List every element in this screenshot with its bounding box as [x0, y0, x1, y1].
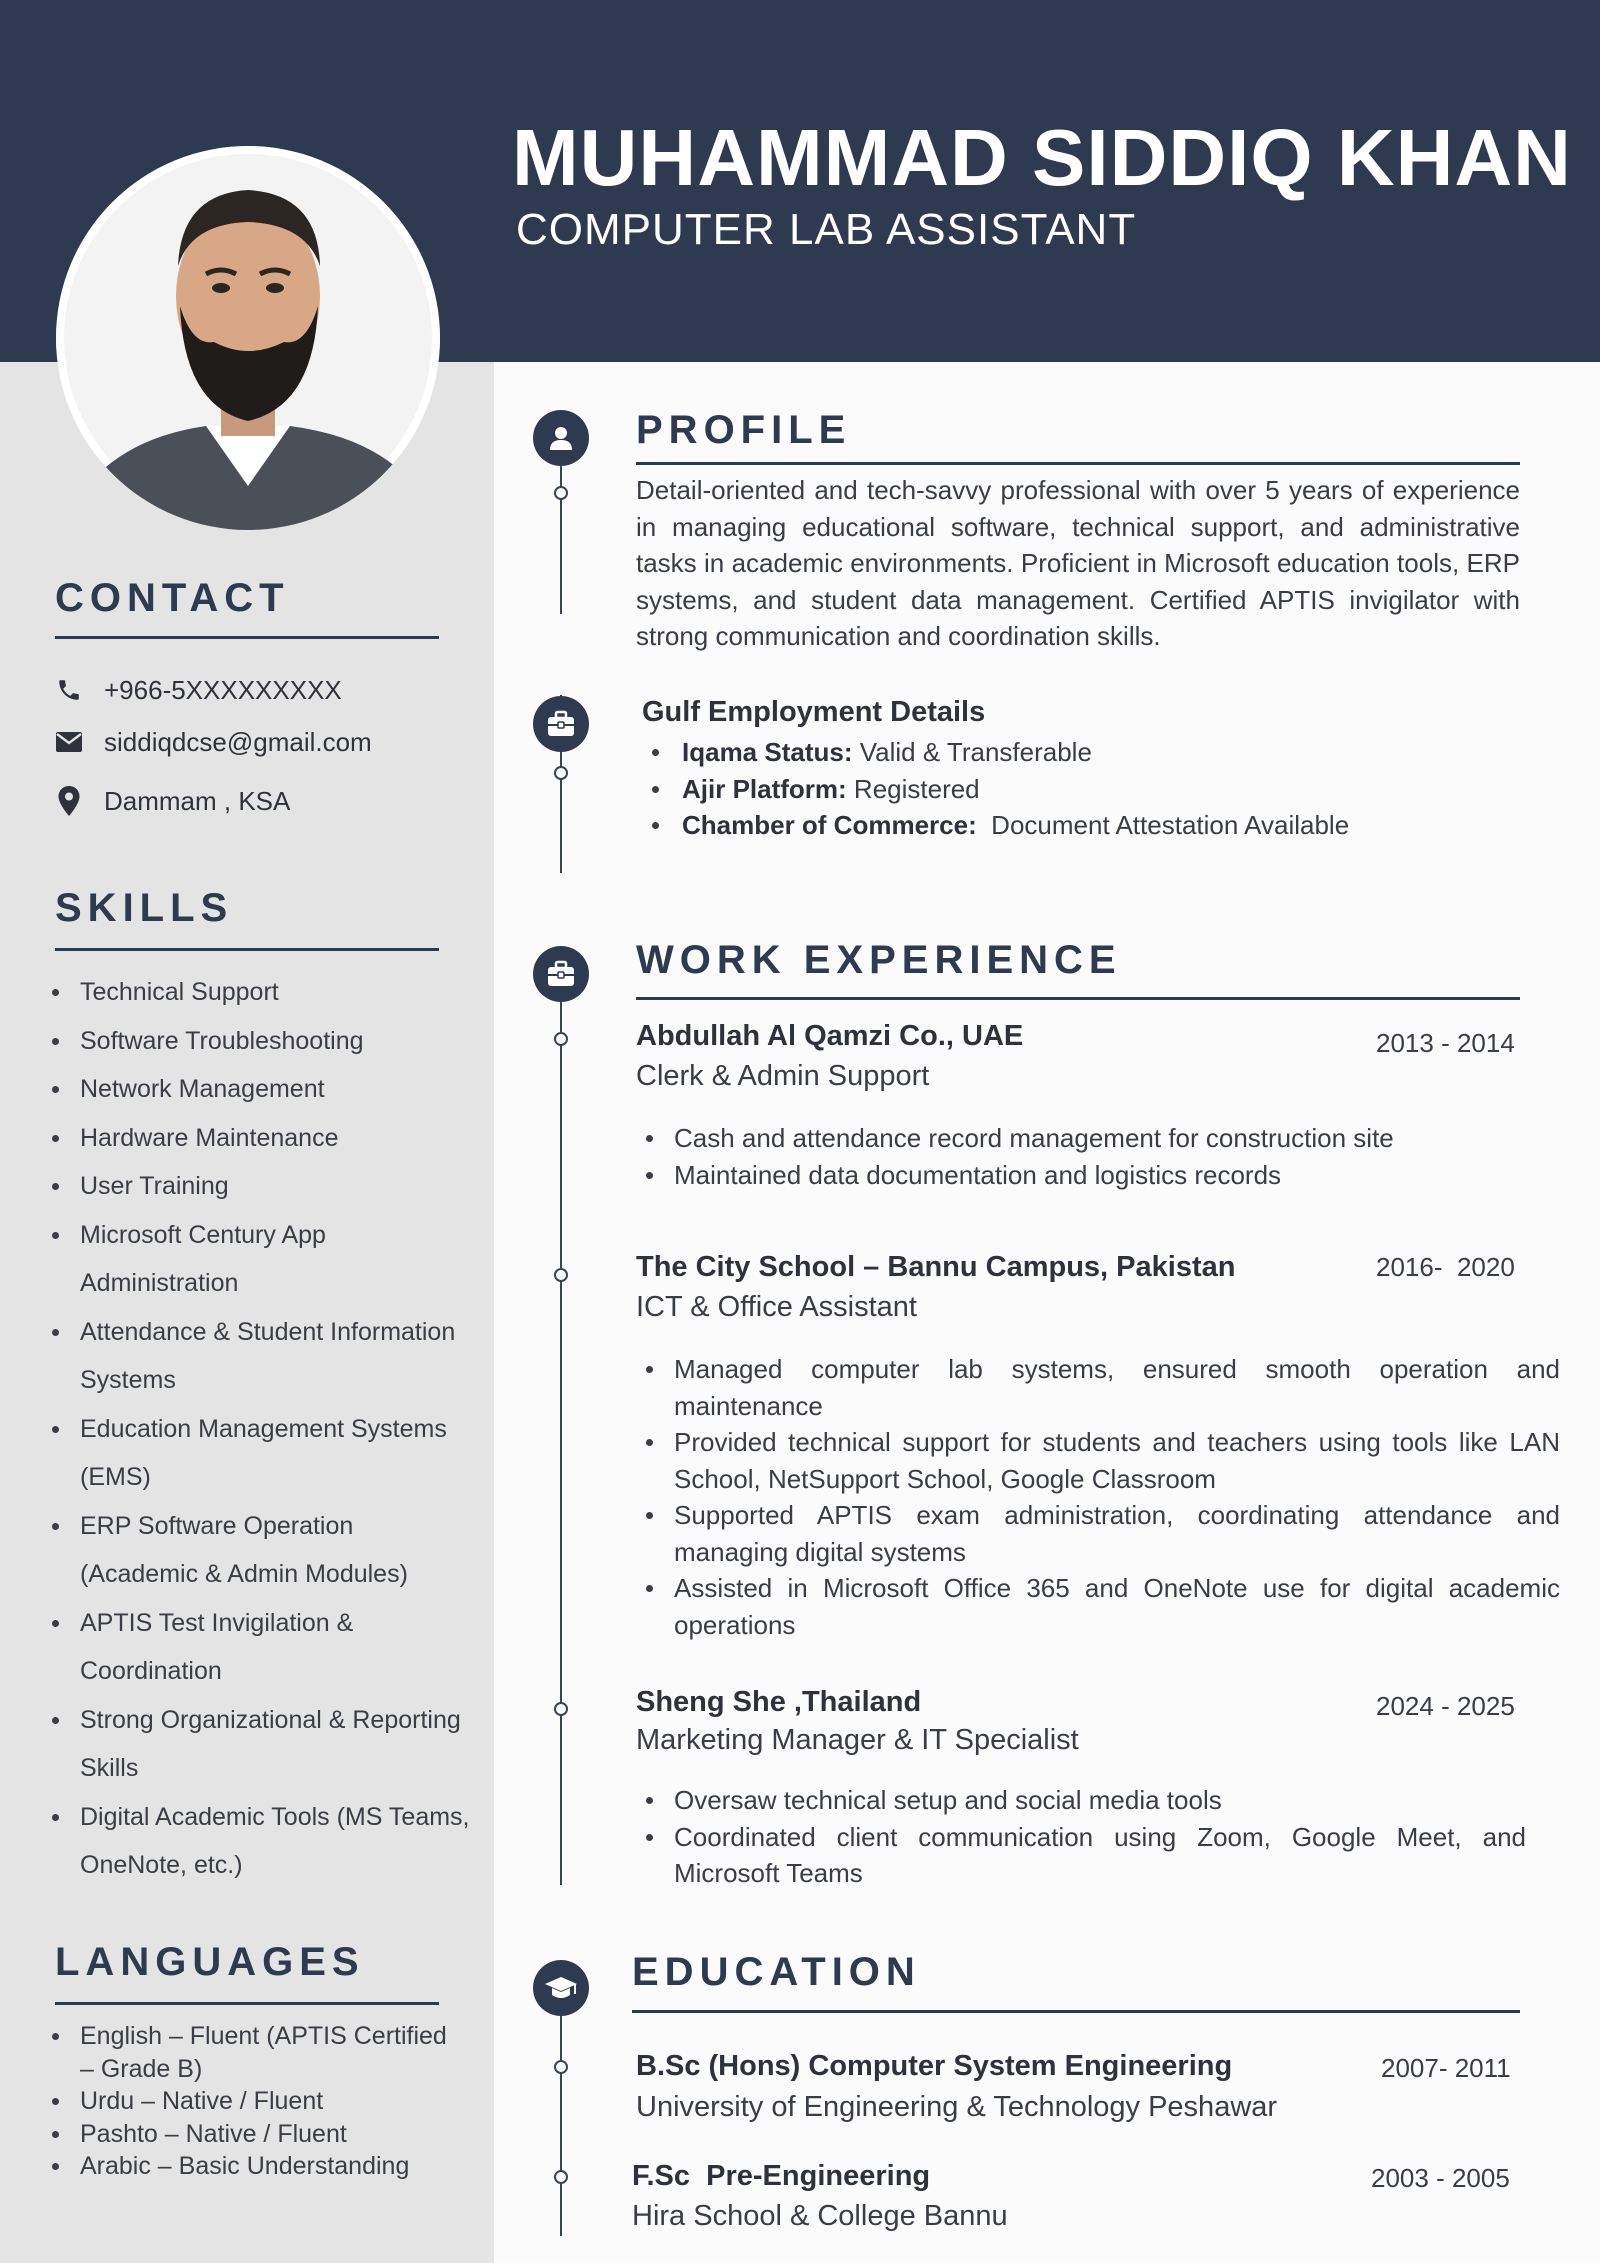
gulf-item-value: Document Attestation Available [976, 810, 1350, 840]
skills-heading: SKILLS [55, 886, 234, 930]
language-item: Urdu – Native / Fluent [52, 2085, 472, 2118]
contact-location [52, 784, 290, 818]
job-bullet: Assisted in Microsoft Office 365 and OneNote use for digital academic operations [646, 1570, 1560, 1643]
skill-item: Digital Academic Tools (MS Teams, OneNote, etc.) [52, 1793, 482, 1890]
gulf-item-value: Valid & Transferable [852, 737, 1092, 767]
gulf-employment-title: Gulf Employment Details [642, 696, 986, 728]
briefcase-icon [533, 946, 589, 1002]
education-degree: F.Sc Pre-Engineering [632, 2160, 931, 2192]
location-text: Dammam , KSA [104, 785, 291, 816]
job-bullet: Managed computer lab systems, ensured smooth operation and maintenance [646, 1351, 1560, 1424]
skill-item: Education Management Systems (EMS) [52, 1405, 452, 1502]
timeline-dot [554, 1702, 568, 1716]
education-dates: 2003 - 2005 [1371, 2163, 1510, 2193]
skill-item: Attendance & Student Information Systems [52, 1308, 472, 1405]
job-company: Sheng She ,Thailand [636, 1686, 922, 1718]
education-school: University of Engineering & Technology Peshawar [636, 2091, 1278, 2123]
phone-text[interactable]: +966-5XXXXXXXXX [104, 674, 342, 705]
job-company: The City School – Bannu Campus, Pakistan [636, 1251, 1236, 1283]
job-role: ICT & Office Assistant [636, 1291, 917, 1323]
languages-list [52, 2020, 472, 2183]
job-dates: 2013 - 2014 [1376, 1028, 1515, 1058]
work-experience-heading: WORK EXPERIENCE [636, 938, 1122, 982]
email-text[interactable]: siddiqdcse@gmail.com [104, 726, 372, 757]
job-role: Marketing Manager & IT Specialist [636, 1724, 1079, 1756]
job-bullet: Maintained data documentation and logistics records [646, 1157, 1560, 1194]
timeline-line-education [560, 2000, 562, 2236]
languages-rule [55, 2002, 439, 2005]
candidate-name: MUHAMMAD SIDDIQ KHAN [512, 113, 1572, 202]
profile-heading: PROFILE [636, 408, 852, 452]
job-dates: 2024 - 2025 [1376, 1691, 1515, 1721]
job-bullets [646, 1351, 1560, 1643]
timeline-line-profile [560, 440, 562, 614]
education-degree: B.Sc (Hons) Computer System Engineering [636, 2050, 1233, 2082]
language-item: Pashto – Native / Fluent [52, 2118, 472, 2151]
skill-item: User Training [52, 1162, 472, 1211]
language-item: English – Fluent (APTIS Certified – Grade B) [52, 2020, 462, 2085]
gulf-employment-list [652, 734, 1349, 844]
phone-icon [52, 673, 86, 707]
skill-item: Hardware Maintenance [52, 1114, 472, 1163]
gulf-item [652, 734, 1349, 771]
job-bullet: Cash and attendance record management for construction site [646, 1120, 1560, 1157]
skill-item: Network Management [52, 1065, 472, 1114]
skill-item: ERP Software Operation (Academic & Admin Modules) [52, 1502, 462, 1599]
map-pin-icon [52, 784, 86, 818]
gulf-item-label: Iqama Status: [682, 737, 853, 767]
contact-rule [55, 636, 439, 639]
job-bullet: Supported APTIS exam administration, coordinating attendance and managing digital systems [646, 1497, 1560, 1570]
job-bullets [646, 1782, 1526, 1892]
job-role: Clerk & Admin Support [636, 1060, 930, 1092]
job-company: Abdullah Al Qamzi Co., UAE [636, 1020, 1024, 1052]
briefcase-icon [533, 696, 589, 752]
skills-rule [55, 948, 439, 951]
timeline-dot [554, 1032, 568, 1046]
job-bullet: Oversaw technical setup and social media tools [646, 1782, 1526, 1819]
candidate-title: COMPUTER LAB ASSISTANT [516, 205, 1137, 254]
gulf-item [652, 771, 1349, 808]
languages-heading: LANGUAGES [55, 1940, 365, 1984]
job-bullet: Provided technical support for students and teachers using tools like LAN School, NetSupport School, Google Classroom [646, 1424, 1560, 1497]
contact-phone [52, 673, 342, 707]
skill-item: APTIS Test Invigilation & Coordination [52, 1599, 372, 1696]
contact-heading: CONTACT [55, 576, 290, 620]
gulf-item-label: Chamber of Commerce: [682, 810, 977, 840]
timeline-dot [554, 766, 568, 780]
job-bullet: Coordinated client communication using Zoom, Google Meet, and Microsoft Teams [646, 1819, 1526, 1892]
timeline-dot [554, 1268, 568, 1282]
contact-email [52, 725, 372, 759]
education-dates: 2007- 2011 [1381, 2053, 1511, 2083]
timeline-dot [554, 486, 568, 500]
education-school: Hira School & College Bannu [632, 2200, 1008, 2232]
work-experience-rule [636, 997, 1520, 1000]
skill-item: Strong Organizational & Reporting Skills [52, 1696, 462, 1793]
skills-list [52, 968, 472, 1890]
skill-item: Technical Support [52, 968, 472, 1017]
language-item: Arabic – Basic Understanding [52, 2150, 472, 2183]
profile-photo [56, 146, 440, 530]
gulf-item [652, 807, 1349, 844]
gulf-item-label: Ajir Platform: [682, 773, 847, 804]
gulf-item-value: Registered [846, 773, 980, 804]
education-heading: EDUCATION [632, 1950, 921, 1994]
user-icon [533, 410, 589, 466]
envelope-icon [52, 725, 86, 759]
job-dates: 2016- 2020 [1376, 1252, 1515, 1282]
timeline-dot [554, 2060, 568, 2074]
timeline-dot [554, 2170, 568, 2184]
skill-item: Microsoft Century App Administration [52, 1211, 342, 1308]
profile-text: Detail-oriented and tech-savvy professional with over 5 years of experience in managing educational software, technical support, and administrative tasks in academic environments. Proficient in Microsoft education tools, ERP systems, and student data management. Certified APTIS invigilator with strong communication and coordination skills. [636, 475, 1520, 651]
job-bullets [646, 1120, 1560, 1193]
profile-rule [636, 462, 1520, 465]
timeline-line-work [560, 965, 562, 1885]
skill-item: Software Troubleshooting [52, 1017, 472, 1066]
graduation-cap-icon [533, 1960, 589, 2016]
education-rule [632, 2010, 1520, 2013]
